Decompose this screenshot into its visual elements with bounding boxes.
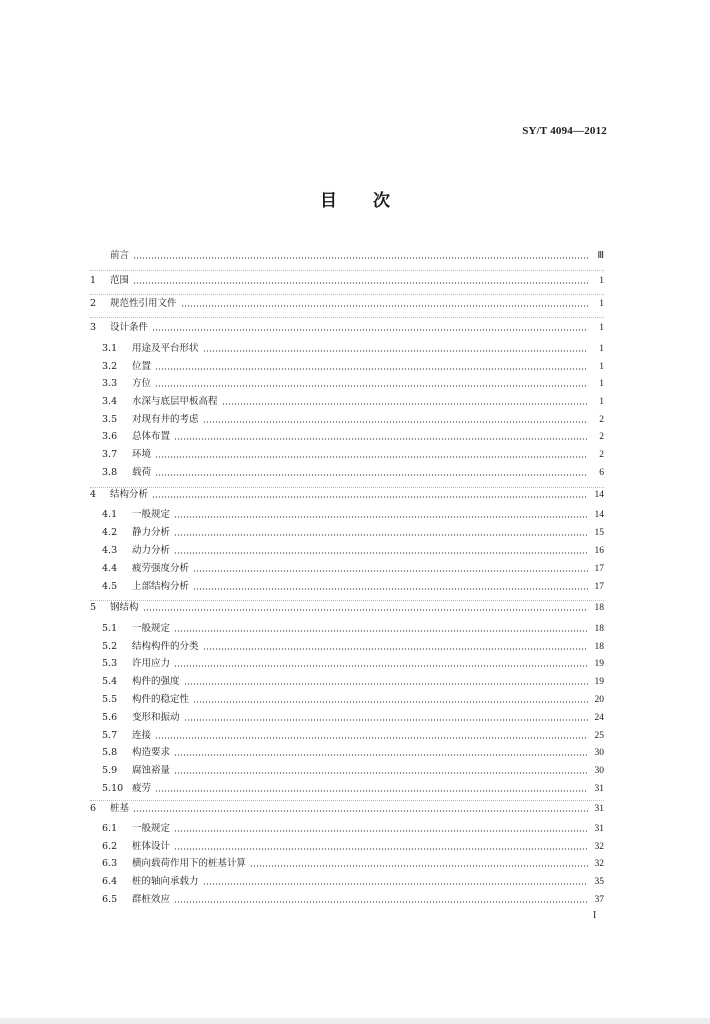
toc-entry[interactable]	[102, 377, 604, 391]
toc-entry-page: 6	[599, 468, 604, 478]
toc-entry-page: 35	[594, 877, 604, 887]
toc-entry-number: 3.8	[102, 467, 118, 478]
toc-leader-dots	[174, 772, 588, 774]
toc-entry-number: 5.5	[102, 694, 118, 705]
toc-leader-dots	[174, 665, 588, 667]
toc-entry-page: 20	[594, 695, 604, 705]
toc-divider	[90, 294, 604, 295]
toc-leader-dots	[250, 865, 588, 867]
toc-entry[interactable]	[102, 764, 604, 778]
toc-entry-label: 对现有井的考虑	[132, 414, 199, 425]
toc-entry-page: 2	[599, 415, 604, 425]
toc-entry-number: 4.4	[102, 563, 118, 574]
toc-entry-page: 37	[594, 895, 604, 905]
toc-leader-dots	[222, 403, 588, 405]
toc-entry-label: 前言	[110, 250, 130, 261]
toc-leader-dots	[174, 630, 588, 632]
toc-entry[interactable]	[102, 508, 604, 522]
toc-leader-dots	[174, 516, 588, 518]
toc-entry-number: 3.3	[102, 378, 118, 389]
toc-entry-label: 疲劳强度分析	[132, 563, 190, 574]
toc-entry-label: 位置	[132, 361, 152, 372]
toc-entry-label: 结构分析	[110, 489, 149, 500]
toc-entry[interactable]	[102, 857, 604, 871]
toc-entry-label: 结构构件的分类	[132, 641, 199, 652]
toc-entry-number: 5.6	[102, 712, 118, 723]
bottom-band	[0, 1018, 710, 1024]
toc-entry-page: 1	[599, 344, 604, 354]
toc-entry-number: 6.1	[102, 823, 118, 834]
toc-entry-number: 3.1	[102, 343, 118, 354]
toc-entry-page: 30	[594, 748, 604, 758]
toc-entry[interactable]	[90, 274, 604, 288]
toc-entry-page: 16	[594, 546, 604, 556]
toc-entry[interactable]	[102, 526, 604, 540]
toc-entry-number: 5.4	[102, 676, 118, 687]
toc-entry-number: 1	[90, 275, 97, 286]
toc-entry-page: 15	[594, 528, 604, 538]
toc-entry-number: 4.5	[102, 581, 118, 592]
toc-leader-dots	[174, 534, 588, 536]
toc-entry[interactable]	[102, 360, 604, 374]
toc-entry[interactable]	[102, 729, 604, 743]
toc-entry-label: 桩体设计	[132, 841, 171, 852]
toc-entry[interactable]	[102, 875, 604, 889]
toc-entry-label: 水深与底层甲板高程	[132, 396, 218, 407]
toc-entry-page: 1	[599, 276, 604, 286]
toc-leader-dots	[155, 385, 588, 387]
toc-entry-label: 腐蚀裕量	[132, 765, 171, 776]
toc-entry-page: 14	[594, 510, 604, 520]
toc-entry-label: 构件的稳定性	[132, 694, 190, 705]
toc-entry-label: 方位	[132, 378, 152, 389]
title-part-1: 目	[320, 191, 337, 211]
toc-leader-dots	[155, 368, 588, 370]
toc-entry-page: Ⅲ	[597, 251, 604, 261]
toc-entry-page: 2	[599, 432, 604, 442]
toc-entry-number: 6	[90, 803, 97, 814]
toc-divider	[90, 270, 604, 271]
toc-entry-label: 用途及平台形状	[132, 343, 199, 354]
toc-entry-label: 范围	[110, 275, 130, 286]
toc-entry[interactable]	[102, 711, 604, 725]
toc-leader-dots	[155, 737, 588, 739]
toc-entry-label: 总体布置	[132, 431, 171, 442]
toc-leader-dots	[133, 257, 588, 259]
toc-entry[interactable]	[102, 622, 604, 636]
toc-entry-number: 5.7	[102, 730, 118, 741]
toc-divider	[90, 800, 604, 801]
toc-entry-label: 群桩效应	[132, 894, 171, 905]
toc-entry[interactable]	[102, 746, 604, 760]
toc-entry-number: 6.2	[102, 841, 118, 852]
toc-entry[interactable]	[90, 249, 604, 263]
toc-entry-number: 3.2	[102, 361, 118, 372]
toc-entry-label: 桩基	[110, 803, 130, 814]
toc-entry[interactable]	[102, 782, 604, 796]
toc-entry-page: 32	[594, 859, 604, 869]
toc-entry-page: 17	[594, 582, 604, 592]
toc-entry-page: 32	[594, 842, 604, 852]
toc-entry-page: 31	[594, 784, 604, 794]
toc-entry-page: 1	[599, 379, 604, 389]
toc-entry-label: 静力分析	[132, 527, 171, 538]
toc-entry[interactable]	[102, 448, 604, 462]
toc-leader-dots	[174, 848, 588, 850]
toc-entry-label: 动力分析	[132, 545, 171, 556]
toc-leader-dots	[174, 552, 588, 554]
standard-code: SY/T 4094—2012	[522, 125, 607, 137]
toc-entry[interactable]	[102, 562, 604, 576]
toc-entry[interactable]	[102, 413, 604, 427]
toc-divider	[90, 317, 604, 318]
toc-entry-label: 构件的强度	[132, 676, 180, 687]
toc-entry-page: 31	[594, 824, 604, 834]
toc-entry-label: 规范性引用文件	[110, 298, 177, 309]
toc-entry-page: 18	[594, 603, 604, 613]
toc-entry[interactable]	[102, 640, 604, 654]
toc-leader-dots	[155, 456, 588, 458]
toc-entry-number: 2	[90, 298, 97, 309]
toc-entry-page: 25	[594, 731, 604, 741]
toc-entry-label: 设计条件	[110, 322, 149, 333]
toc-leader-dots	[174, 754, 588, 756]
toc-entry[interactable]	[102, 430, 604, 444]
toc-entry-page: 1	[599, 323, 604, 333]
toc-entry-label: 许用应力	[132, 658, 171, 669]
toc-entry-number: 4.1	[102, 509, 118, 520]
toc-leader-dots	[193, 570, 588, 572]
toc-leader-dots	[193, 701, 588, 703]
toc-entry-label: 一般规定	[132, 509, 171, 520]
toc-entry-page: 14	[594, 490, 604, 500]
toc-entry[interactable]	[102, 466, 604, 480]
toc-leader-dots	[174, 438, 588, 440]
toc-entry[interactable]	[102, 893, 604, 907]
toc-entry-label: 载荷	[132, 467, 152, 478]
toc-entry-number: 6.4	[102, 876, 118, 887]
toc-entry-label: 横向载荷作用下的桩基计算	[132, 858, 247, 869]
toc-entry-number: 3	[90, 322, 97, 333]
toc-entry-label: 连接	[132, 730, 152, 741]
toc-entry-number: 5.3	[102, 658, 118, 669]
toc-entry-number: 5.1	[102, 623, 118, 634]
page-title	[0, 186, 710, 211]
toc-leader-dots	[184, 683, 588, 685]
toc-entry[interactable]	[102, 675, 604, 689]
toc-leader-dots	[152, 329, 588, 331]
toc-leader-dots	[174, 901, 588, 903]
toc-entry-label: 钢结构	[110, 602, 139, 613]
toc-leader-dots	[155, 474, 588, 476]
toc-leader-dots	[133, 282, 588, 284]
toc-leader-dots	[181, 305, 588, 307]
toc-entry-page: 18	[594, 642, 604, 652]
toc-entry-number: 3.6	[102, 431, 118, 442]
toc-entry[interactable]	[90, 321, 604, 335]
toc-entry-number: 4.3	[102, 545, 118, 556]
toc-entry-page: 24	[594, 713, 604, 723]
toc-entry-page: 1	[599, 397, 604, 407]
toc-entry-label: 疲劳	[132, 783, 152, 794]
toc-entry-number: 5	[90, 602, 97, 613]
toc-entry[interactable]	[90, 488, 604, 502]
toc-entry-number: 5.8	[102, 747, 118, 758]
toc-leader-dots	[155, 790, 588, 792]
toc-leader-dots	[184, 719, 588, 721]
toc-entry[interactable]	[102, 395, 604, 409]
toc-entry[interactable]	[102, 693, 604, 707]
toc-entry-number: 4.2	[102, 527, 118, 538]
toc-entry[interactable]	[90, 297, 604, 311]
toc-leader-dots	[203, 648, 588, 650]
toc-entry-label: 构造要求	[132, 747, 171, 758]
toc-entry[interactable]	[102, 840, 604, 854]
toc-leader-dots	[133, 810, 588, 812]
toc-entry-page: 19	[594, 659, 604, 669]
toc-leader-dots	[203, 883, 588, 885]
toc-entry-page: 30	[594, 766, 604, 776]
toc-entry-number: 5.10	[102, 783, 124, 794]
toc-entry-number: 4	[90, 489, 97, 500]
toc-entry[interactable]	[102, 544, 604, 558]
toc-leader-dots	[174, 830, 588, 832]
toc-entry-label: 环境	[132, 449, 152, 460]
toc-leader-dots	[152, 496, 588, 498]
toc-entry-label: 一般规定	[132, 823, 171, 834]
toc-entry[interactable]	[102, 342, 604, 356]
toc-entry-label: 上部结构分析	[132, 581, 190, 592]
toc-entry-number: 5.2	[102, 641, 118, 652]
toc-entry-number: 5.9	[102, 765, 118, 776]
toc-entry-page: 2	[599, 450, 604, 460]
toc-entry-page: 1	[599, 299, 604, 309]
toc-leader-dots	[203, 421, 588, 423]
toc-entry[interactable]	[102, 580, 604, 594]
toc-entry[interactable]	[90, 601, 604, 615]
toc-entry-label: 变形和振动	[132, 712, 180, 723]
toc-leader-dots	[143, 609, 588, 611]
toc-entry-number: 6.3	[102, 858, 118, 869]
toc-entry-page: 17	[594, 564, 604, 574]
toc-entry-number: 3.7	[102, 449, 118, 460]
toc-entry[interactable]	[102, 657, 604, 671]
toc-entry[interactable]	[102, 822, 604, 836]
toc-leader-dots	[203, 350, 588, 352]
toc-entry-page: 1	[599, 362, 604, 372]
toc-entry-number: 3.5	[102, 414, 118, 425]
toc-entry-label: 桩的轴向承载力	[132, 876, 199, 887]
toc-leader-dots	[193, 588, 588, 590]
title-part-2: 次	[373, 191, 390, 211]
toc-entry-page: 18	[594, 624, 604, 634]
toc-entry-page: 19	[594, 677, 604, 687]
toc-entry-label: 一般规定	[132, 623, 171, 634]
toc-entry-page: 31	[594, 804, 604, 814]
toc-entry[interactable]	[90, 802, 604, 816]
toc-entry-number: 3.4	[102, 396, 118, 407]
toc-entry-number: 6.5	[102, 894, 118, 905]
page-number: I	[593, 910, 597, 921]
